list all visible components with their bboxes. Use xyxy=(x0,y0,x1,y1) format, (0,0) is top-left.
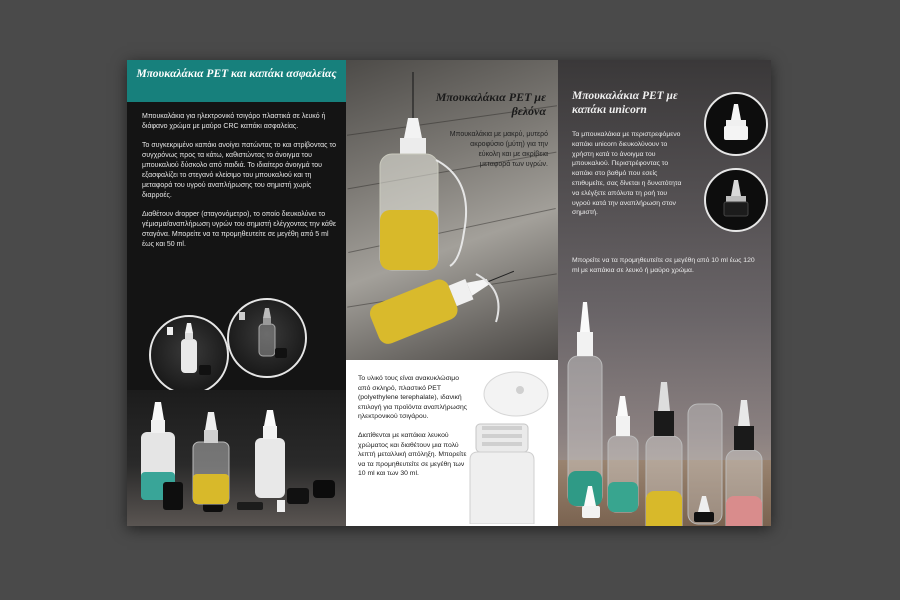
panel1-product-photo xyxy=(127,390,346,526)
panel1-title: Μπουκαλάκια PET και καπάκι ασφαλείας xyxy=(127,60,346,102)
white-bottle-illustration xyxy=(151,317,227,393)
unicorn-bottles-illustration xyxy=(558,286,771,526)
panel3-paragraph: Τα μπουκαλάκια με περιστρεφόμενο καπάκι unicorn διευκολύνουν το χρήστη κατά το άνοιγμα του μπουκαλιού. Περιστρέφοντας το καπάκι στο βαθμό που εσείς επιθυμείτε, σας δίνεται η δυνατότητα να ελέγξετε απόλυτα τη ροή του υγρού κατά την αναπλήρωση στον σημιστή. xyxy=(572,131,682,217)
panel-needle-bottles xyxy=(346,60,558,526)
panel-unicorn-bottles xyxy=(558,60,771,526)
needle-bottles-photo xyxy=(346,60,558,360)
black-unicorn-cap-illustration xyxy=(706,170,766,230)
panel2-info-box xyxy=(346,360,558,526)
panel3-sizes xyxy=(572,256,762,276)
panel2-paragraph: Το υλικό τους είναι ανακυκλώσιμο από σκληρό, πλαστικό PET (polyethylene terephalate), ιδανική επιλογή για προϊόντα αναπλήρωσης ηλεκτρονικού τσιγάρου. xyxy=(358,375,468,421)
panel3-body xyxy=(572,130,684,218)
clear-bottle-illustration xyxy=(229,300,305,376)
panel1-paragraph: Διαθέτουν dropper (σταγονόμετρο), το οποίο διευκολύνει το γέμισμα/αναπλήρωση υγρών του σημιστή ελέγχοντας την κάθε σταγόνα. Μπορείτε να τα προμηθευτείτε σε μεγέθη από 5 ml έως και 50 ml. xyxy=(142,211,336,248)
panel1-body xyxy=(142,112,338,259)
panel2-body xyxy=(358,374,468,488)
panel-crc-bottles xyxy=(127,60,346,526)
clear-dropper-bottle-inset xyxy=(227,298,307,378)
white-dropper-bottle-inset xyxy=(149,315,229,395)
brochure xyxy=(127,60,771,526)
panel1-paragraph: Μπουκαλάκια για ηλεκτρονικό τσιγάρο πλαστικά σε λευκό ή διάφανο χρώμα με μαύρο CRC καπάκι ασφαλείας. xyxy=(142,113,326,130)
white-unicorn-cap-illustration xyxy=(706,94,766,154)
panel3-paragraph: Μπορείτε να τα προμηθευτείτε σε μεγέθη από 10 ml έως 120 ml με καπάκια σε λευκό ή μαύρο χρώμα. xyxy=(572,257,755,274)
bottles-illustration xyxy=(127,390,346,526)
panel3-title: Μπουκαλάκια PET με καπάκι unicorn xyxy=(572,90,678,116)
open-cap-bottle-illustration xyxy=(464,364,554,524)
black-unicorn-cap-inset xyxy=(704,168,768,232)
panel2-subtitle: Μπουκαλάκια με μακρύ, μυτερό ακροφύσιο (μύτη) για την εύκολη και με ακρίβεια μεταφορά των υγρών. xyxy=(449,131,548,168)
panel1-paragraph: Το συγκεκριμένο καπάκι ανοίγει πατώντας το και στρίβοντας το συγχρόνως προς τα κάτω, καθιστώντας το άνοιγμα του μπουκαλιού δύσκολο από παιδιά. Το ιδιαίτερο άνοιγμά του εξασφαλίζει το στεγανό κλείσιμο του μπουκαλιού και τη μεταφορά του υγρού αναπλήρωσης του σημιστή χωρίς διαρροές. xyxy=(142,142,337,199)
panel2-title: Μπουκαλάκια PET με βελόνα xyxy=(435,90,546,118)
panel2-paragraph: Διατίθενται με καπάκια λευκού χρώματος και διαθέτουν μια πολύ λεπτή μεταλλική απόληξη. Μπορείτε να τα προμηθευτείτε σε μεγέθη των 10 ml και των 30 ml. xyxy=(358,431,467,478)
white-unicorn-cap-inset xyxy=(704,92,768,156)
